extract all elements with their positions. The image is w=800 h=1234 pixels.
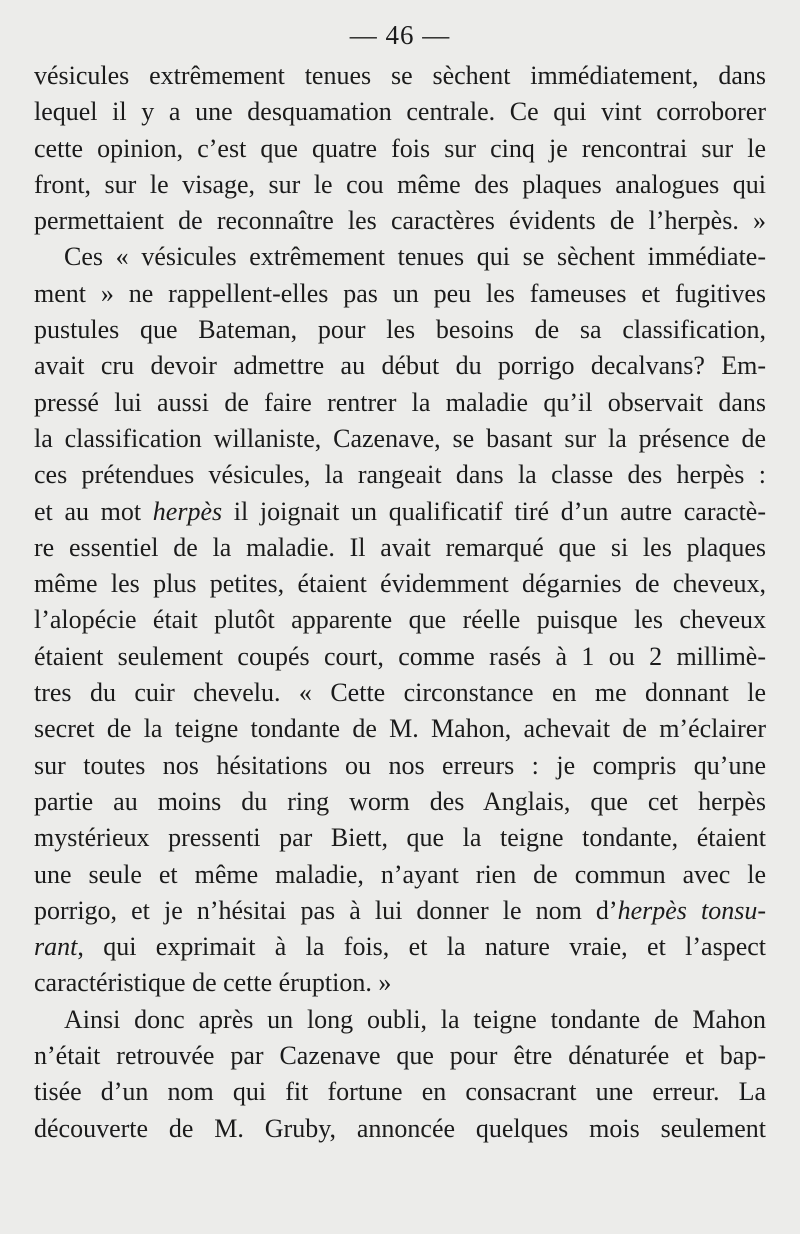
text-line: front, sur le visage, sur le cou même des plaques analogues qui xyxy=(34,169,766,199)
text-line: une seule et même maladie, n’ayant rien de commun avec le xyxy=(34,859,766,889)
text-line: même les plus petites, étaient évidemment dégarnies de cheveux, xyxy=(34,569,766,599)
text-line: avait cru devoir admettre au début du porrigo decalvans? Em- xyxy=(34,351,766,381)
text-line: sur toutes nos hésitations ou nos erreurs : je compris qu’une xyxy=(34,750,766,780)
text-line: la classification willaniste, Cazenave, se basant sur la présence de xyxy=(34,423,766,453)
text-line: lequel il y a une desquamation centrale. Ce qui vint corroborer xyxy=(34,97,766,127)
text-line: pressé lui aussi de faire rentrer la maladie qu’il observait dans xyxy=(34,387,766,417)
italic-term: rant xyxy=(34,932,78,962)
text-line: vésicules extrêmement tenues se sèchent immédiatement, dans xyxy=(34,61,766,90)
text-line: tres du cuir chevelu. « Cette circonstance en me donnant le xyxy=(34,678,766,708)
text-line: ces prétendues vésicules, la rangeait dans la classe des herpès : xyxy=(34,460,766,490)
text-line: secret de la teigne tondante de M. Mahon, achevait de m’éclairer xyxy=(34,714,766,744)
body-text xyxy=(34,58,766,1147)
text-line: et au mot herpès il joignait un qualificatif tiré d’un autre caractè- xyxy=(34,496,766,526)
text-line: partie au moins du ring worm des Anglais, que cet herpès xyxy=(34,786,766,816)
paragraph-start-line: Ces « vésicules extrêmement tenues qui se sèchent immédiate- xyxy=(64,242,766,272)
page-number: — 46 — xyxy=(349,20,451,50)
italic-term: herpès xyxy=(152,496,223,526)
text-line: pustules que Bateman, pour les besoins de sa classification, xyxy=(34,315,766,345)
text-line: ment » ne rappellent-elles pas un peu les fameuses et fugitives xyxy=(34,278,766,308)
text-line: découverte de M. Gruby, annoncée quelques mois seulement xyxy=(34,1113,766,1143)
text-line: l’alopécie était plutôt apparente que réelle puisque les cheveux xyxy=(34,605,766,635)
text-line: re essentiel de la maladie. Il avait remarqué que si les plaques xyxy=(34,532,766,562)
text-line: permettaient de reconnaître les caractères évidents de l’herpès. » xyxy=(34,206,766,236)
italic-term: herpès tonsu- xyxy=(617,895,766,925)
text-line: n’était retrouvée par Cazenave que pour être dénaturée et bap- xyxy=(34,1041,766,1071)
text-line: porrigo, et je n’hésitai pas à lui donner le nom d’herpès tonsu- xyxy=(34,895,766,925)
text-line: mystérieux pressenti par Biett, que la teigne tondante, étaient xyxy=(34,823,766,853)
paragraph-end-line: caractéristique de cette éruption. » xyxy=(34,968,392,998)
paragraph-start-line: Ainsi donc après un long oubli, la teigne tondante de Mahon xyxy=(64,1004,766,1034)
text-line: tisée d’un nom qui fit fortune en consacrant une erreur. La xyxy=(34,1077,766,1107)
text-line: cette opinion, c’est que quatre fois sur cinq je rencontrai sur le xyxy=(34,133,766,163)
text-line: rant, qui exprimait à la fois, et la nature vraie, et l’aspect xyxy=(34,932,766,962)
text-line: étaient seulement coupés court, comme rasés à 1 ou 2 millimè- xyxy=(34,641,766,671)
